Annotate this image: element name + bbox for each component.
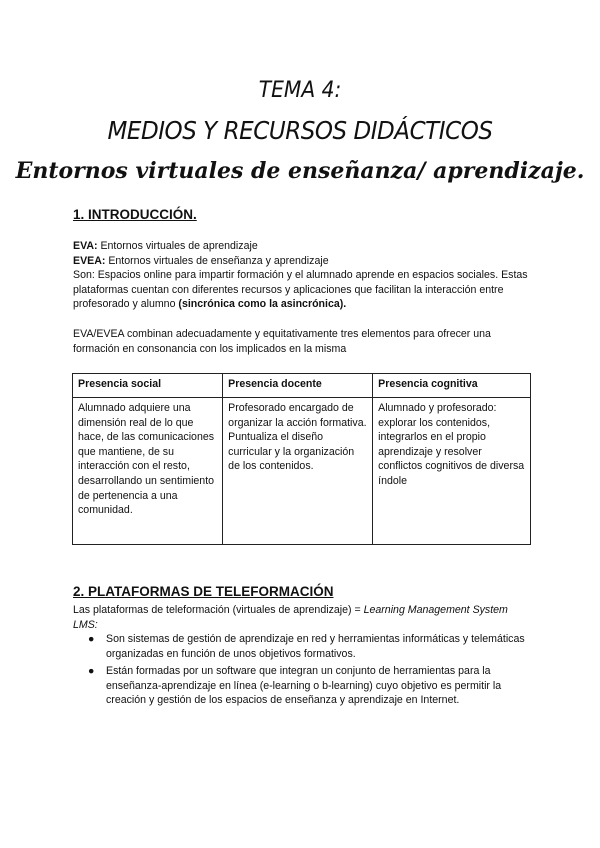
bullet-icon: ● bbox=[88, 633, 95, 645]
intro-text: Las plataformas de teleformación (virtuales de aprendizaje) = bbox=[73, 604, 364, 616]
eva-paragraph: EVA/EVEA combinan adecuadamente y equitativamente tres elementos para ofrecer una formación en consonancia con los implicados en la misma bbox=[73, 328, 491, 355]
bullet-list bbox=[88, 632, 533, 711]
title-line-2: MEDIOS Y RECURSOS DIDÁCTICOS bbox=[107, 116, 493, 145]
intro-italic: Learning Management System LMS: bbox=[73, 604, 508, 631]
eva-definition bbox=[73, 239, 533, 312]
evea-text: Entornos virtuales de enseñanza y aprendizaje bbox=[105, 254, 329, 267]
son-bold: (sincrónica como la asincrónica). bbox=[178, 298, 347, 311]
table-header: Presencia social bbox=[73, 374, 223, 398]
section-1-heading: 1. INTRODUCCIÓN. bbox=[73, 207, 197, 222]
title-line-1: TEMA 4: bbox=[258, 78, 342, 103]
table-cell: Alumnado y profesorado: explorar los contenidos, integrarlos en el propio aprendizaje y resolver conflictos cognitivos de diversa índole bbox=[373, 398, 531, 545]
table-header: Presencia cognitiva bbox=[373, 374, 531, 398]
list-item-text: Son sistemas de gestión de aprendizaje en red y herramientas informáticas y telemáticas organizadas en función de unos objetivos formativos. bbox=[106, 633, 525, 660]
bullet-icon: ● bbox=[88, 665, 95, 678]
list-item bbox=[88, 664, 533, 708]
list-item bbox=[88, 632, 533, 661]
list-item-text: Están formadas por un software que integran un conjunto de herramientas para la enseñanza-aprendizaje en línea (e-learning o b-learning) cuyo objetivo es permitir la creación y gestión de los espacios de enseñanza y aprendizaje en Internet. bbox=[106, 665, 502, 707]
eva-text: Entornos virtuales de aprendizaje bbox=[97, 240, 258, 252]
table-cell: Profesorado encargado de organizar la acción formativa. Puntualiza el diseño curricular y la organización de los contenidos. bbox=[223, 398, 373, 545]
presence-table bbox=[72, 373, 531, 545]
table-header: Presencia docente bbox=[223, 374, 373, 398]
section-2-heading: 2. PLATAFORMAS DE TELEFORMACIÓN bbox=[73, 584, 334, 599]
son-text: Son: Espacios online para impartir formación y el alumnado aprende en espacios sociales. Estas plataformas cuentan con diferentes recursos y aplicaciones que facilitan la interacción entre profesorado y alumno bbox=[73, 269, 528, 311]
table-cell: Alumnado adquiere una dimensión real de lo que hace, de las comunicaciones que mantiene, de su interacción con el resto, desarrollando un sentimiento de pertenencia a una comunidad. bbox=[73, 398, 223, 545]
eva-label: EVA: bbox=[73, 240, 98, 252]
evea-label: EVEA: bbox=[73, 254, 106, 267]
section-2-intro bbox=[73, 603, 533, 632]
subtitle: Entornos virtuales de enseñanza/ aprendizaje. bbox=[15, 158, 585, 184]
